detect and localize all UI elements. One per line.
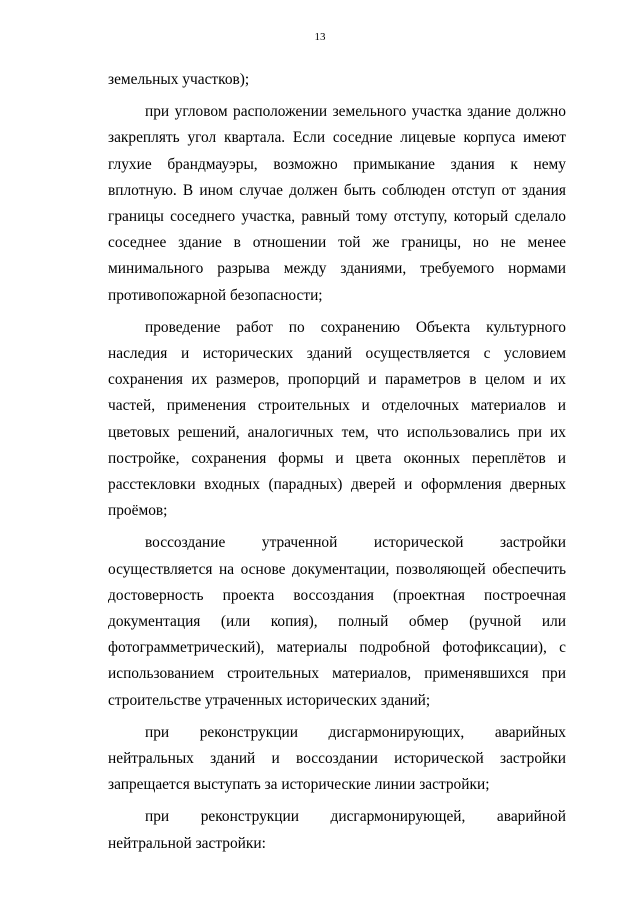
paragraph-continuation: земельных участков);: [108, 71, 250, 88]
document-body: [108, 67, 566, 857]
paragraph-reconstruction-disharmonious: при реконструкции дисгармонирующей, аварийной нейтральной застройки:: [108, 808, 566, 852]
paragraph-reconstruction-lost: воссоздание утраченной исторической застройки осуществляется на основе документации, позволяющей обеспечить достоверность проекта воссоздания (проектная построечная документация (или копия), полный обмер (ручной или фотограмметрический), материалы подробной фотофиксации), с использованием строительных материалов, применявшихся при строительстве утраченных исторических зданий;: [108, 534, 566, 709]
page-number: 13: [314, 31, 326, 43]
paragraph-building-lines: при реконструкции дисгармонирующих, аварийных нейтральных зданий и воссоздании исторической застройки запрещается выступать за исторические линии застройки;: [108, 723, 566, 794]
paragraph-preservation-works: проведение работ по сохранению Объекта культурного наследия и исторических зданий осуществляется с условием сохранения их размеров, пропорций и параметров в целом и их частей, применения строительных и отделочных материалов и цветовых решений, аналогичных тем, что использовались при их постройке, сохранения формы и цвета оконных переплётов и расстекловки входных (парадных) дверей и оформления дверных проёмов;: [108, 318, 566, 520]
paragraph-corner-placement: при угловом расположении земельного участка здание должно закреплять угол квартала. Если соседние лицевые корпуса имеют глухие брандмауэры, возможно примыкание здания к нему вплотную. В ином случае должен быть соблюден отступ от здания границы соседнего участка, равный тому отступу, который сделало соседнее здание в отношении той же границы, но не менее минимального разрыва между зданиями, требуемого нормами противопожарной безопасности;: [108, 103, 566, 304]
